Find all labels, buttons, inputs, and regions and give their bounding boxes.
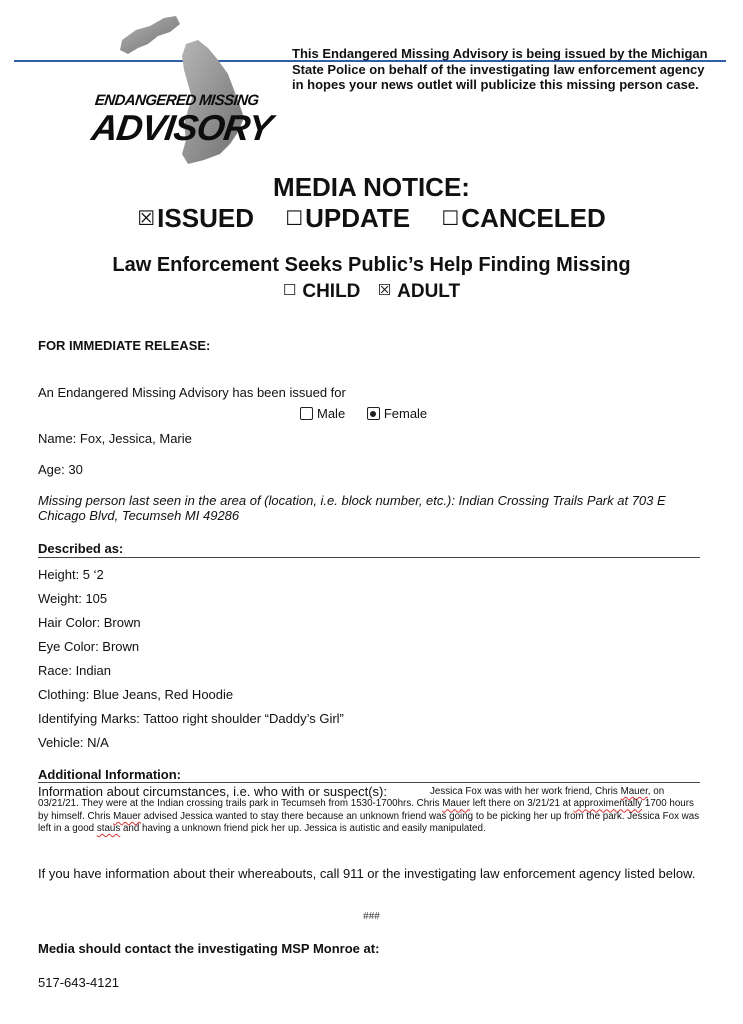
notice-status-options: [0, 203, 743, 234]
circumstances-text: [38, 786, 702, 836]
described-divider: [38, 557, 700, 558]
gender-male[interactable]: [300, 406, 345, 421]
status-issued[interactable]: [137, 203, 254, 233]
age-category-options: [0, 281, 743, 303]
gender-selector: [300, 405, 445, 421]
age-field: Age: 30: [38, 462, 83, 477]
weight-field: Weight: 105: [38, 591, 108, 606]
height-field: Height: 5 ‘2: [38, 567, 104, 582]
circumstances-label: Information about circumstances, i.e. who with or suspect(s):: [38, 784, 387, 799]
eye-color-field: Eye Color: Brown: [38, 639, 140, 654]
circ-seg: Mauer: [113, 810, 141, 822]
circ-seg: Mauer: [442, 798, 471, 810]
male-label: Male: [317, 406, 346, 421]
male-radio[interactable]: [300, 407, 313, 420]
child-label: CHILD: [302, 281, 361, 302]
circ-seg: approximentally: [573, 798, 643, 810]
option-adult[interactable]: [378, 281, 460, 302]
female-radio[interactable]: [367, 407, 380, 420]
hair-color-field: Hair Color: Brown: [38, 615, 141, 630]
issued-for-text: An Endangered Missing Advisory has been issued for: [38, 385, 346, 400]
name-field: Name: Fox, Jessica, Marie: [38, 431, 192, 446]
race-field: Race: Indian: [38, 663, 111, 678]
update-checkbox[interactable]: ☐: [285, 206, 304, 230]
circ-seg: , on 03/21/21. They were at the Indian crossing trails park in Tecumseh from 1530-1700hrs. Chris: [38, 786, 665, 810]
clothing-field: Clothing: Blue Jeans, Red Hoodie: [38, 687, 234, 702]
seek-title: Law Enforcement Seeks Public’s Help Finding Missing: [112, 254, 631, 276]
issued-label: ISSUED: [157, 203, 254, 233]
logo-line1: ENDANGERED MISSING: [94, 92, 260, 109]
circ-seg: advised Jessica wanted to stay there because an unknown friend was going to be picking her up from the park. Jessica Fox was left in a good: [38, 810, 700, 835]
status-canceled[interactable]: [441, 203, 605, 233]
canceled-label: CANCELED: [461, 203, 606, 233]
release-heading: FOR IMMEDIATE RELEASE:: [38, 338, 211, 353]
adult-label: ADULT: [397, 281, 461, 302]
status-update[interactable]: [285, 203, 410, 233]
option-child[interactable]: [283, 281, 361, 302]
canceled-checkbox[interactable]: ☐: [441, 206, 460, 230]
media-notice-title: MEDIA NOTICE:: [273, 172, 470, 202]
contact-instructions: If you have information about their whereabouts, call 911 or the investigating law enforcement agency listed below.: [38, 866, 696, 881]
additional-info-heading: Additional Information:: [38, 767, 181, 782]
end-marker: ###: [363, 911, 380, 922]
gender-female[interactable]: [367, 406, 427, 421]
media-contact-heading: Media should contact the investigating MSP Monroe at:: [38, 941, 380, 956]
circ-seg: Mauer: [620, 786, 648, 797]
adult-checkbox[interactable]: ☒: [377, 281, 392, 299]
vehicle-field: Vehicle: N/A: [38, 735, 109, 750]
additional-divider: [38, 782, 700, 783]
last-seen-location: Missing person last seen in the area of (location, i.e. block number, etc.): Indian Crossing Trails Park at 703 E Chicago Blvd, Tecumseh MI 49286: [38, 493, 666, 523]
update-label: UPDATE: [305, 203, 411, 233]
circ-seg: left there on 3/21/21 at: [470, 798, 574, 810]
child-checkbox[interactable]: ☐: [282, 281, 297, 299]
circ-seg: staus: [96, 823, 121, 835]
intro-statement: This Endangered Missing Advisory is being issued by the Michigan State Police on behalf of the investigating law enforcement agency in hopes your news outlet will publicize this missing person case.: [292, 46, 708, 92]
identifying-marks-field: Identifying Marks: Tattoo right shoulder “Daddy’s Girl”: [38, 711, 344, 726]
logo-line2: ADVISORY: [89, 107, 275, 148]
described-as-heading: Described as:: [38, 541, 124, 556]
circ-seg: 1700 hours by himself. Chris: [38, 798, 694, 822]
contact-phone[interactable]: 517-643-4121: [38, 975, 119, 990]
issued-checkbox[interactable]: ☒: [137, 206, 156, 230]
circ-seg: and having a unknown friend pick her up. Jessica is autistic and easily manipulated.: [120, 823, 486, 835]
circ-seg: Jessica Fox was with her work friend, Chris: [430, 786, 621, 797]
female-label: Female: [383, 406, 428, 421]
